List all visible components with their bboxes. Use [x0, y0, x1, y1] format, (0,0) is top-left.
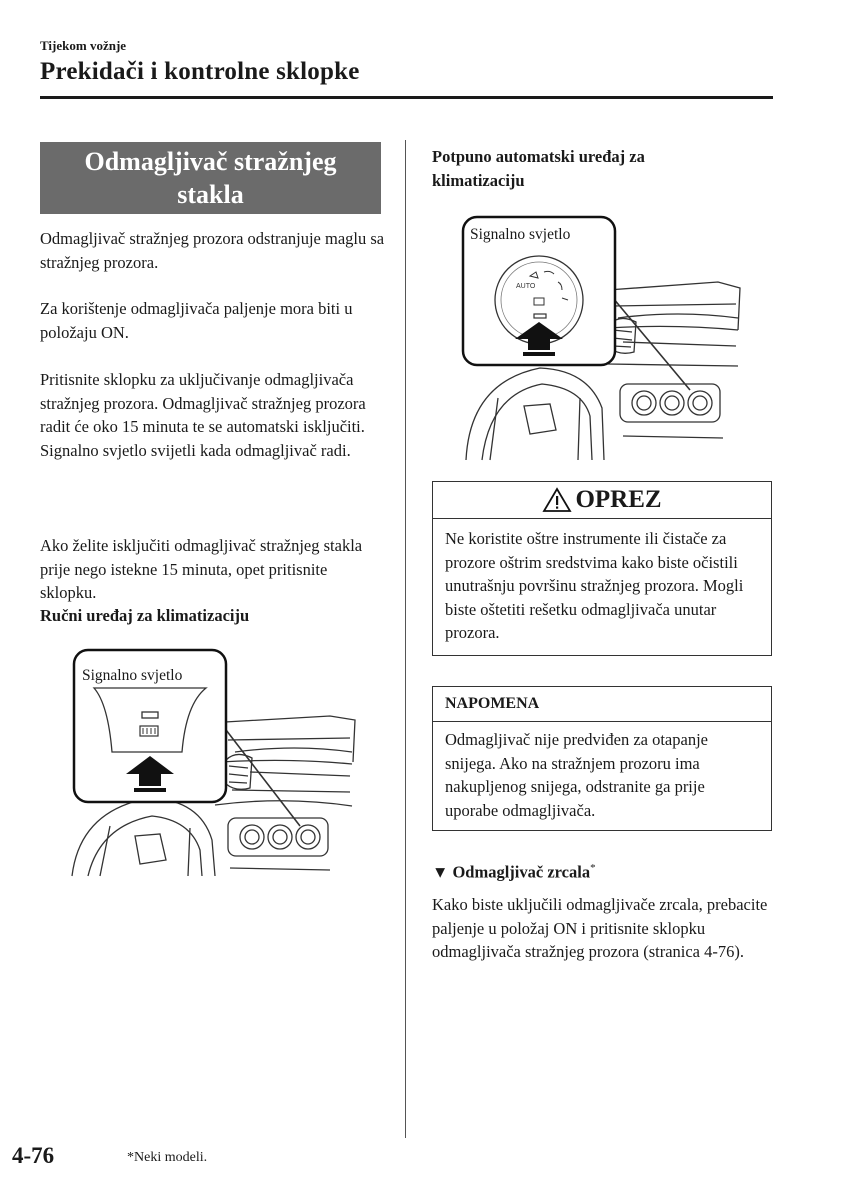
page-title: Prekidači i kontrolne sklopke [40, 58, 360, 85]
note-text: Odmagljivač nije predviđen za otapanje snijega. Ako na stražnjem prozoru ima nakupljenog snijega, odstranite ga prije uporabe odmagljivača. [445, 730, 708, 820]
section-heading: Odmagljivač stražnjeg stakla [40, 142, 381, 214]
manual-signal-light-label: Signalno svjetlo [82, 667, 183, 684]
auto-knob-label: AUTO [516, 283, 536, 290]
caution-text: Ne koristite oštre instrumente ili čistače za prozore oštrim sredstvima kako biste očistili unutrašnju površinu stražnjeg prozora. Mogli biste oštetiti rešetku odmagljivača unutar prozora. [445, 529, 744, 642]
operation-paragraph: Pritisnite sklopku za uključivanje odmagljivača stražnjeg prozora. Odmagljivač stražnjeg prozora radit će oko 15 minuta te se automatski isključiti. Signalno svjetlo svijetli kada odmagljivač radi. [40, 370, 366, 460]
page-number: 4-76 [12, 1143, 55, 1168]
caution-title: OPREZ [575, 486, 662, 513]
auto-signal-light-label: Signalno svjetlo [470, 226, 571, 243]
caution-box [432, 481, 772, 656]
section-label: Tijekom vožnje [40, 38, 127, 53]
auto-ac-illustration [458, 212, 743, 462]
title-rule [40, 96, 773, 99]
mirror-defroster-heading-text: ▼ Odmagljivač zrcala [432, 862, 591, 882]
mirror-defroster-paragraph: Kako biste uključili odmagljivače zrcala, prebacite paljenje u položaj ON i pritisnite sklopku odmagljivača stražnjeg prozora (stranica 4-76). [432, 895, 768, 961]
mirror-defroster-footnote-marker: * [590, 862, 596, 874]
switch-off-paragraph: Ako želite isključiti odmagljivač stražnjeg stakla prije nego istekne 15 minuta, opet pritisnite sklopku. [40, 536, 363, 602]
footnote: *Neki modeli. [127, 1150, 208, 1165]
warning-triangle-icon [542, 487, 572, 513]
note-box [432, 686, 772, 831]
manual-ac-heading: Ručni uređaj za klimatizaciju [40, 606, 250, 625]
caution-header [433, 482, 771, 519]
column-divider [405, 140, 406, 1138]
auto-ac-heading: Potpuno automatski uređaj za klimatizaciju [432, 147, 645, 190]
note-title: NAPOMENA [433, 687, 771, 722]
intro-paragraph: Odmagljivač stražnjeg prozora odstranjuje maglu sa stražnjeg prozora. [40, 229, 385, 272]
mirror-defroster-heading [432, 857, 596, 884]
ignition-paragraph: Za korištenje odmagljivača paljenje mora biti u položaju ON. [40, 299, 353, 342]
